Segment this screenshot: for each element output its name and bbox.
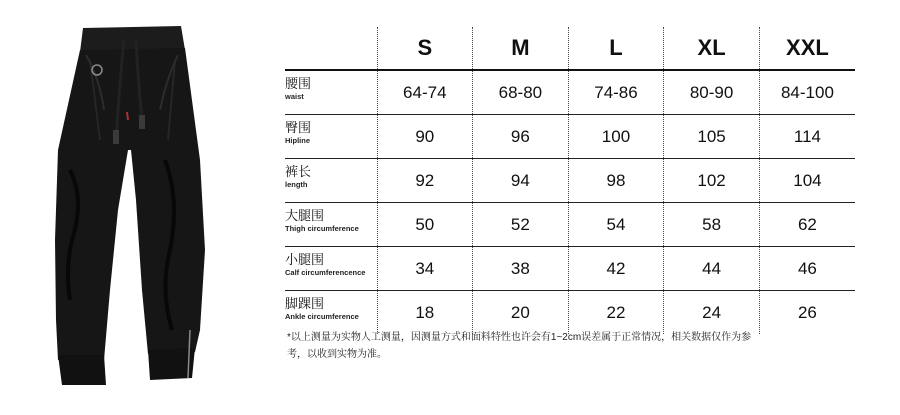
table-cell: 114 <box>759 115 855 159</box>
table-cell: 100 <box>568 115 664 159</box>
row-label-en: Calf circumferencence <box>285 268 366 277</box>
row-label-zh: 臀围 <box>285 120 312 135</box>
row-label <box>285 159 377 203</box>
table-cell: 54 <box>568 203 664 247</box>
table-cell: 80-90 <box>664 70 760 115</box>
row-label-zh: 小腿围 <box>285 252 325 267</box>
row-label-zh: 裤长 <box>285 164 312 179</box>
table-cell: 105 <box>664 115 760 159</box>
table-cell: 26 <box>759 291 855 335</box>
row-label-en: Hipline <box>285 136 311 145</box>
header-empty-cell <box>285 27 377 70</box>
measurement-note: *以上测量为实物人工测量，因测量方式和面料特性也许会有1~2cm误差属于正常情况，相关数据仅作为参考，以收到实物为准。 <box>287 332 752 360</box>
black-jogger-pants-icon <box>0 0 265 415</box>
table-cell: 22 <box>568 291 664 335</box>
table-cell: 20 <box>473 291 569 335</box>
size-header: S <box>377 27 473 70</box>
size-header: XL <box>664 27 760 70</box>
row-label-zh: 腰围 <box>285 76 312 91</box>
table-cell: 102 <box>664 159 760 203</box>
table-cell: 34 <box>377 247 473 291</box>
table-row <box>285 115 855 159</box>
table-row <box>285 70 855 115</box>
table-cell: 58 <box>664 203 760 247</box>
row-label-en: waist <box>285 92 304 101</box>
row-label <box>285 247 377 291</box>
row-label-zh: 脚踝围 <box>285 296 325 311</box>
table-row <box>285 203 855 247</box>
row-label <box>285 115 377 159</box>
row-label <box>285 70 377 115</box>
table-cell: 64-74 <box>377 70 473 115</box>
table-cell: 104 <box>759 159 855 203</box>
table-cell: 94 <box>473 159 569 203</box>
row-label <box>285 291 377 335</box>
table-cell: 44 <box>664 247 760 291</box>
table-cell: 42 <box>568 247 664 291</box>
size-chart <box>285 27 855 322</box>
table-cell: 96 <box>473 115 569 159</box>
table-cell: 68-80 <box>473 70 569 115</box>
table-cell: 74-86 <box>568 70 664 115</box>
table-cell: 38 <box>473 247 569 291</box>
size-header: L <box>568 27 664 70</box>
row-label <box>285 203 377 247</box>
table-cell: 52 <box>473 203 569 247</box>
row-label-zh: 大腿围 <box>285 208 325 223</box>
size-table <box>285 27 855 334</box>
table-row <box>285 247 855 291</box>
table-row <box>285 159 855 203</box>
table-cell: 46 <box>759 247 855 291</box>
table-cell: 24 <box>664 291 760 335</box>
size-header: M <box>473 27 569 70</box>
table-cell: 84-100 <box>759 70 855 115</box>
table-cell: 62 <box>759 203 855 247</box>
size-header-row <box>285 27 855 70</box>
product-photo <box>0 0 265 415</box>
row-label-en: length <box>285 180 308 189</box>
size-header: XXL <box>759 27 855 70</box>
table-cell: 98 <box>568 159 664 203</box>
row-label-en: Thigh circumference <box>285 224 359 233</box>
row-label-en: Ankle circumference <box>285 312 359 321</box>
table-cell: 50 <box>377 203 473 247</box>
table-cell: 18 <box>377 291 473 335</box>
table-cell: 90 <box>377 115 473 159</box>
table-cell: 92 <box>377 159 473 203</box>
table-row <box>285 291 855 335</box>
